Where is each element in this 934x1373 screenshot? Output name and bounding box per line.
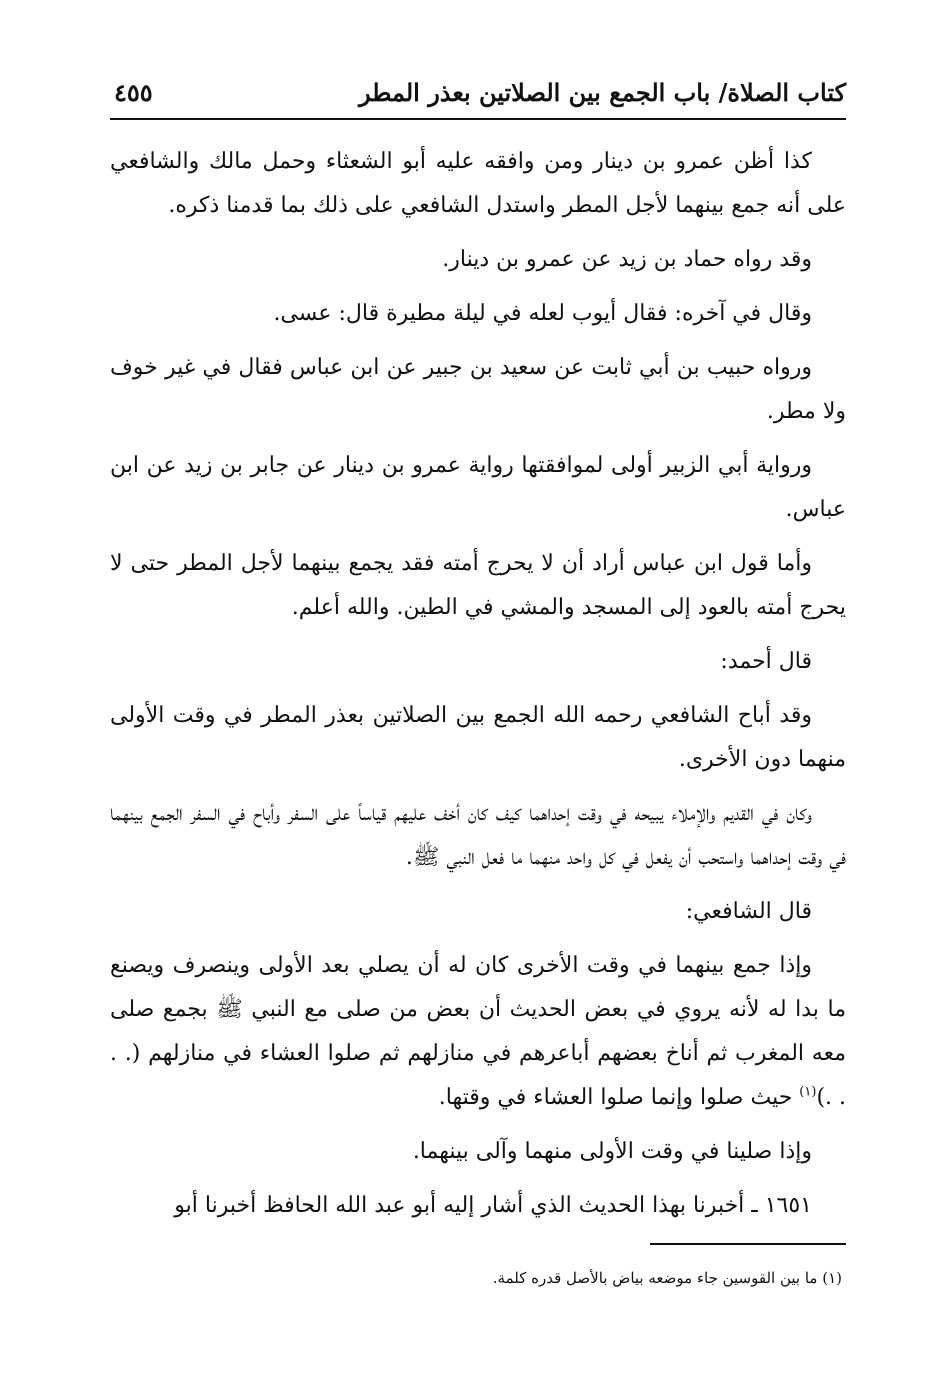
paragraph-text: وإذا جمع بينهما في وقت الأخرى كان له أن يصلي بعد الأولى وينصرف ويصنع ما بدا له لأنه يروي في بعض الحديث أن بعض من صلى مع النبي ﷺ بجمع صلى معه المغرب ثم أناخ بعضهم أباعرهم في منازلهم ثم صلوا العشاء في منازلهم (. . . .) xyxy=(110,953,846,1110)
paragraph: وقد رواه حماد بن زيد عن عمرو بن دينار. xyxy=(442,247,812,272)
footnote-divider xyxy=(650,1243,846,1245)
footnote: (١) ما بين القوسين جاء موضعه بياض بالأصل قدره كلمة. xyxy=(492,1269,842,1287)
paragraph: ورواه حبيب بن أبي ثابت عن سعيد بن جبير عن ابن عباس فقال في غير خوف ولا مطر. xyxy=(110,355,846,424)
paragraph xyxy=(110,944,846,1120)
paragraph: وإذا صلينا في وقت الأولى منهما وآلى بينهما. xyxy=(412,1139,812,1164)
paragraph: ورواية أبي الزبير أولى لموافقتها رواية عمرو بن دينار عن جابر بن زيد عن ابن عباس. xyxy=(110,453,846,522)
section-heading: قال أحمد: xyxy=(720,649,812,674)
hadith-paragraph: ١٦٥١ ـ أخبرنا بهذا الحديث الذي أشار إليه أبو عبد الله الحافظ أخبرنا أبو xyxy=(174,1193,812,1218)
page-header xyxy=(110,72,846,120)
paragraph: وقد أباح الشافعي رحمه الله الجمع بين الصلاتين بعذر المطر في وقت الأولى منهما دون الأخرى. xyxy=(110,703,846,772)
footnote-reference[interactable]: (١) xyxy=(799,1084,817,1100)
section-heading: قال الشافعي: xyxy=(685,899,812,924)
paragraph-text: حيث صلوا وإنما صلوا العشاء في وقتها. xyxy=(438,1085,800,1110)
page-number: ٤٥٥ xyxy=(114,78,153,107)
running-title: كتاب الصلاة/ باب الجمع بين الصلاتين بعذر المطر xyxy=(359,78,846,107)
body-text xyxy=(110,140,846,1238)
paragraph: كذا أظن عمرو بن دينار ومن وافقه عليه أبو الشعثاء وحمل مالك والشافعي على أنه جمع بينهما لأجل المطر واستدل الشافعي على ذلك بما قدمنا ذكره. xyxy=(110,149,846,218)
paragraph: وقال في آخره: فقال أيوب لعله في ليلة مطيرة قال: عسى. xyxy=(273,301,812,326)
paragraph: وأما قول ابن عباس أراد أن لا يحرج أمته فقد يجمع بينهما لأجل المطر حتى لا يحرج أمته بالعود إلى المسجد والمشي في الطين. والله أعلم. xyxy=(110,551,846,620)
paragraph: وكان في القديم والإملاء يبيحه في وقت إحداهما كيف كان أخف عليهم قياساً على السفر وأباح في السفر الجمع بينهما في وقت إحداهما واستحب أن يفعل في كل واحد منهما ما فعل النبي ﷺ. xyxy=(110,801,846,870)
